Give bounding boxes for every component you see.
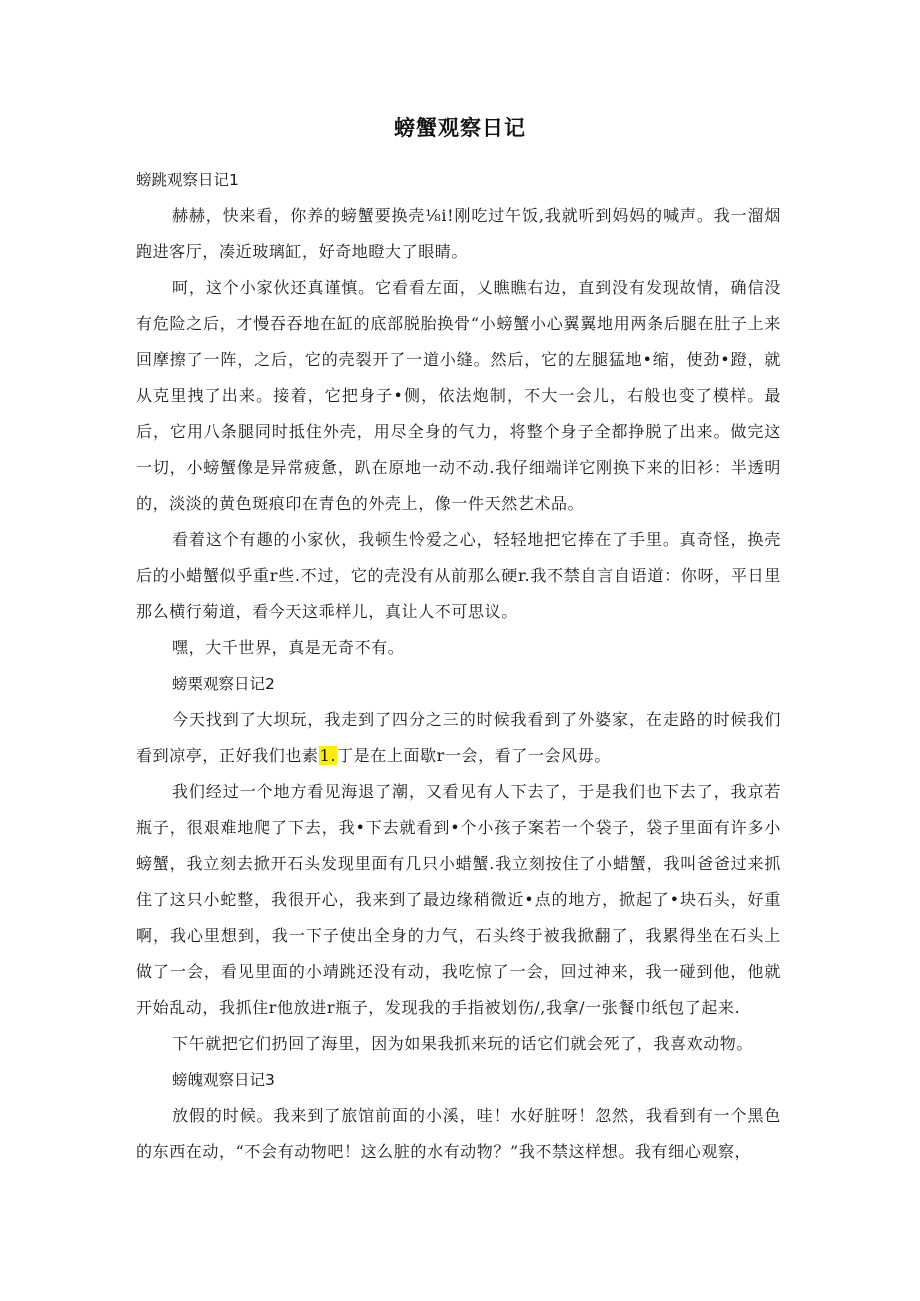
paragraph: 我们经过一个地方看见海退了潮，又看见有人下去了，于是我们也下去了，我京若瓶子，很艰难地爬了下去，我•下去就看到•个小孩子案若一个袋子，袋子里面有许多小螃蟹，我立刻去掀开石头发现里面有几只小蜡蟹.我立刻按住了小蜡蟹，我叫爸爸过来抓住了这只小蛇整，我很开心，我来到了最边缘稍微近•点的地方，掀起了•块石头，好重啊，我心里想到，我一下子使出全身的力气，石头终于被我掀翻了，我累得坐在石头上做了一会，看见里面的小靖跳还没有动，我吃惊了一会，回过神来，我一碰到他，他就开始乱动，我抓住r他放进r瓶子，发现我的手指被划伤/,我拿/一张餐巾纸包了起来. — [136, 782, 781, 1017]
paragraph-text-before: 今天找到了大坝玩，我走到了四分之三的时候我看到了外婆家，在走路的时候我们看到凉亭，正好我们也素 — [136, 710, 781, 765]
document-title: 螃蟹观察日记 — [394, 116, 526, 140]
section-heading-1: 螃跳观察日记1 — [136, 171, 239, 189]
paragraph: 看着这个有趣的小家伙，我顿生怜爱之心，轻轻地把它捧在了手里。真奇怪，换壳后的小蜡蟹似乎重r些.不过，它的壳没有从前那么硬r.我不禁自言自语道：你呀，平日里那么横行菊道，看今天这乖样儿，真让人不可思议。 — [136, 530, 781, 621]
paragraph: 赫赫，快来看，你养的螃蟹要换壳⅛i!刚吃过午饭,我就听到妈妈的喊声。我一溜烟跑进客厅，凑近玻璃缸，好奇地瞪大了眼睛。 — [136, 206, 781, 261]
paragraph: 放假的时候。我来到了旅馆前面的小溪，哇！水好脏呀！忽然，我看到有一个黑色的东西在动，“不会有动物吧！这么脏的水有动物？”我不禁这样想。我有细心观察， — [136, 1106, 781, 1161]
section-heading-2: 螃栗观察日记2 — [172, 675, 275, 693]
document-body — [136, 162, 781, 1170]
paragraph: 呵，这个小家伙还真谨慎。它看看左面，乂瞧瞧右边，直到没有发现故情，确信没有危险之后，才慢吞吞地在缸的底部脱胎换骨“小螃蟹小心翼翼地用两条后腿在肚子上来回摩擦了一阵，之后，它的壳裂开了一道小缝。然后，它的左腿猛地•缩，使劲•蹬，就从克里拽了出来。接着，它把身子•侧，依法炮制，不大一会儿，右般也变了模样。最后，它用八条腿同时抵住外壳，用尽全身的气力，将整个身子全都挣脱了出来。做完这一切，小螃蟹像是异常疲惫，趴在原地一动不动.我仔细端详它刚换下来的旧衫：半透明的，淡淡的黄色斑痕印在青色的外壳上，像一件天然艺术品。 — [136, 278, 781, 513]
highlight-mark: 1. — [319, 746, 337, 765]
section-heading-3: 螃魄观察日记3 — [172, 1071, 275, 1089]
paragraph-with-highlight — [136, 702, 781, 774]
paragraph: 嘿，大千世界，真是无奇不有。 — [172, 638, 405, 657]
paragraph: 下午就把它们扔回了海里，因为如果我抓来玩的话它们就会死了，我喜欢动物。 — [172, 1034, 754, 1053]
paragraph-text-after: 丁是在上面歇r一会，看了一会风毋。 — [337, 746, 611, 765]
